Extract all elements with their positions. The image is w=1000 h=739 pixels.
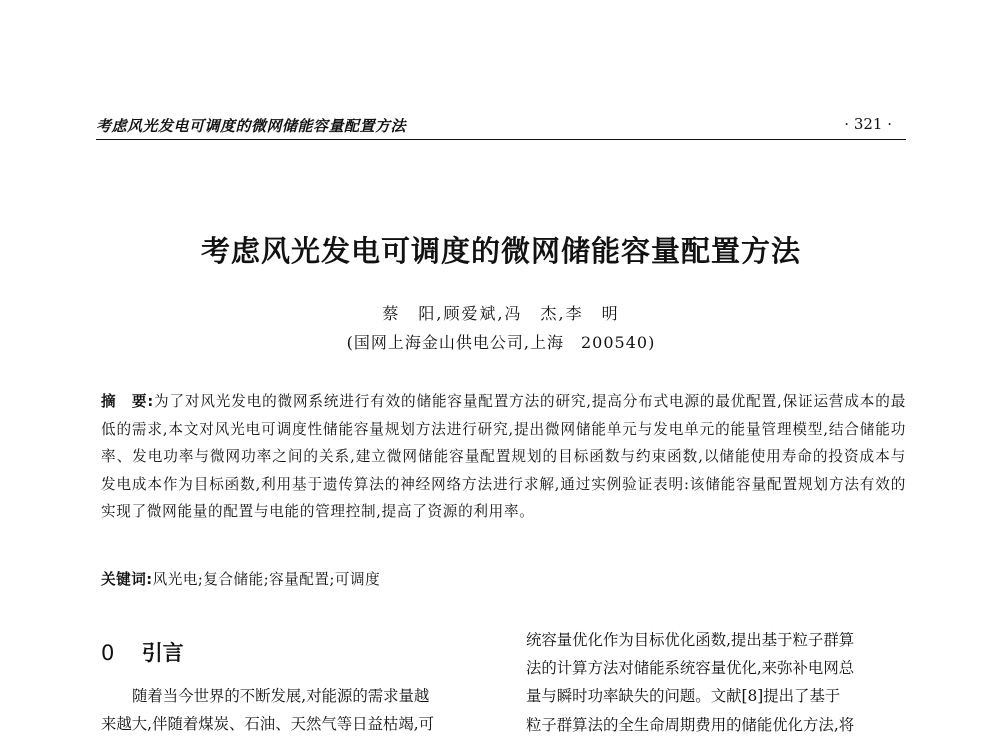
page-number: · 321 · (844, 115, 892, 133)
section-name: 引言 (141, 641, 184, 665)
body-text-line: 法的计算方法对储能系统容量优化,来弥补电网总 (526, 659, 855, 678)
body-text-line: 来越大,伴随着煤炭、石油、天然气等日益枯竭,可 (101, 714, 434, 733)
body-right-column (526, 626, 906, 739)
keywords-text: 风光电;复合储能;容量配置;可调度 (152, 571, 381, 588)
keywords (101, 569, 906, 591)
body-text-line: 粒子群算法的全生命周期费用的储能优化方法,将 (526, 715, 855, 734)
article-title: 考虑风光发电可调度的微网储能容量配置方法 (200, 234, 801, 268)
article-authors: 蔡 阳,顾爱斌,冯 杰,李 明 (382, 304, 620, 323)
running-header (96, 115, 906, 139)
section-heading-introduction (101, 637, 184, 667)
section-number: 0 (101, 641, 115, 665)
body-left-column (101, 683, 496, 738)
body-text-line: 随着当今世界的不断发展,对能源的需求量越 (132, 687, 430, 705)
header-rule (96, 139, 906, 140)
abstract (101, 388, 906, 526)
abstract-label: 摘 要: (101, 393, 154, 410)
running-header-title: 考虑风光发电可调度的微网储能容量配置方法 (96, 117, 407, 135)
body-text-line: 统容量优化作为目标优化函数,提出基于粒子群算 (526, 631, 855, 649)
body-text-line: 量与瞬时功率缺失的问题。文献[8]提出了基于 (526, 687, 841, 706)
keywords-label: 关键词: (101, 571, 153, 588)
abstract-text: 为了对风光发电的微网系统进行有效的储能容量配置方法的研究,提高分布式电源的最优配置,保证运营成本的最低的需求,本文对风光电可调度性储能容量规划方法进行研究,提出微网储能单元与发电单元的能量管理模型,结合储能功率、发电功率与微网功率之间的关系,建立微网储能容量配置规划的目标函数与约束函数,以储能使用寿命的投资成本与发电成本作为目标函数,利用基于遗传算法的神经网络方法进行求解,通过实例验证表明:该储能容量配置规划方法有效的实现了微网能量的配置与电能的管理控制,提高了资源的利用率。 (101, 393, 906, 521)
article-affiliation: (国网上海金山供电公司,上海 200540) (346, 333, 656, 352)
